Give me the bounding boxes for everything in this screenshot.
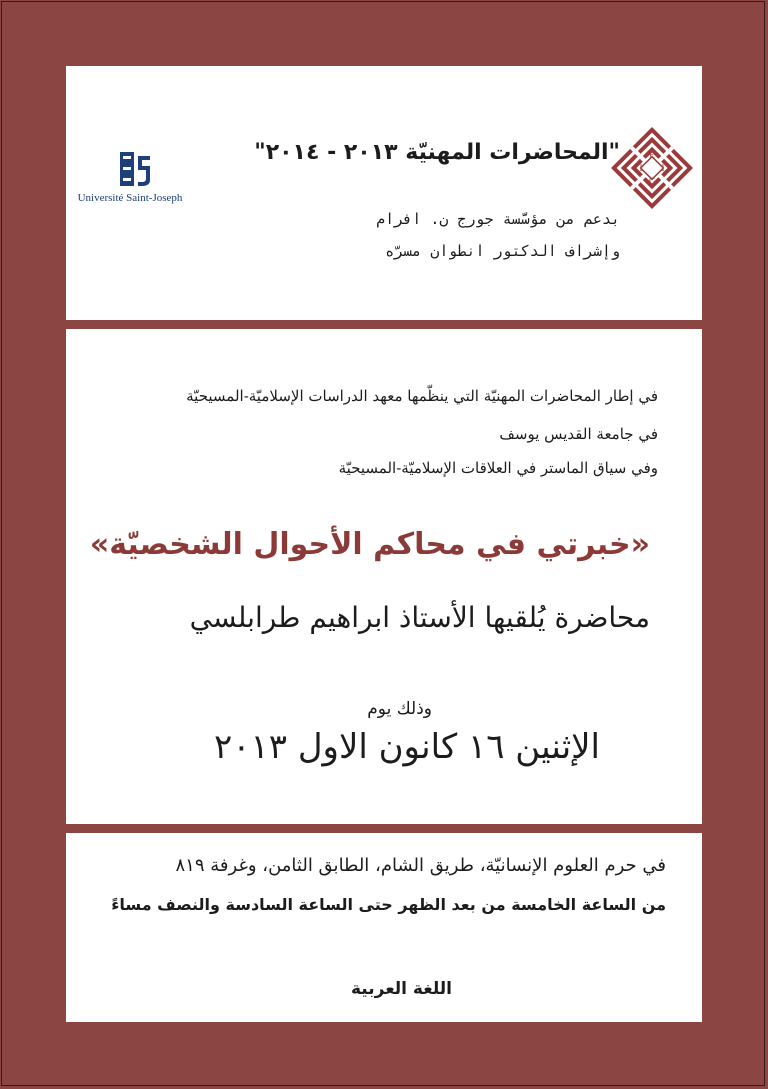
intro-line: في إطار المحاضرات المهنيّة التي ينظّمها معهد الدراسات الإسلاميّة-المسيحيّة [186,387,658,405]
header-panel [66,66,702,320]
supervision-line: وإشراف الدكتور انطوان مسرّه [385,242,620,260]
usj-logo [70,150,190,210]
series-title: "المحاضرات المهنيّة ٢٠١٣ - ٢٠١٤" [254,140,620,165]
intro-line: في جامعة القديس يوسف [499,425,658,443]
event-date: الإثنين ١٦ كانون الاول ٢٠١٣ [213,727,600,767]
event-language: اللغة العربية [351,979,452,999]
sponsor-line: بدعم من مؤسَّسة جورج ن. افرام [376,210,620,228]
lecturer-line: محاضرة يُلقيها الأستاذ ابراهيم طرابلسي [189,601,650,634]
main-panel [66,329,702,824]
day-intro: وذلك يوم [367,699,432,719]
eic-logo-icon [610,126,694,210]
eic-letter-e: E [649,150,655,160]
footer-panel [66,833,702,1022]
eic-letter-c: C [648,176,656,186]
eic-letter-i-left: I [639,163,643,173]
lecture-title: «خبرتي في محاكم الأحوال الشخصيّة» [89,527,650,562]
usj-emblem-icon [118,150,154,188]
usj-logo-text: Université Saint-Joseph [77,192,183,204]
event-location: في حرم العلوم الإنسانيّة، طريق الشام، الطابق الثامن، وغرفة ٨١٩ [175,855,666,876]
event-time: من الساعة الخامسة من بعد الظهر حتى الساعة السادسة والنصف مساءً [111,895,666,914]
eic-letter-i-right: I [661,163,665,173]
intro-line: وفي سياق الماستر في العلاقات الإسلاميّة-المسيحيّة [338,459,658,477]
